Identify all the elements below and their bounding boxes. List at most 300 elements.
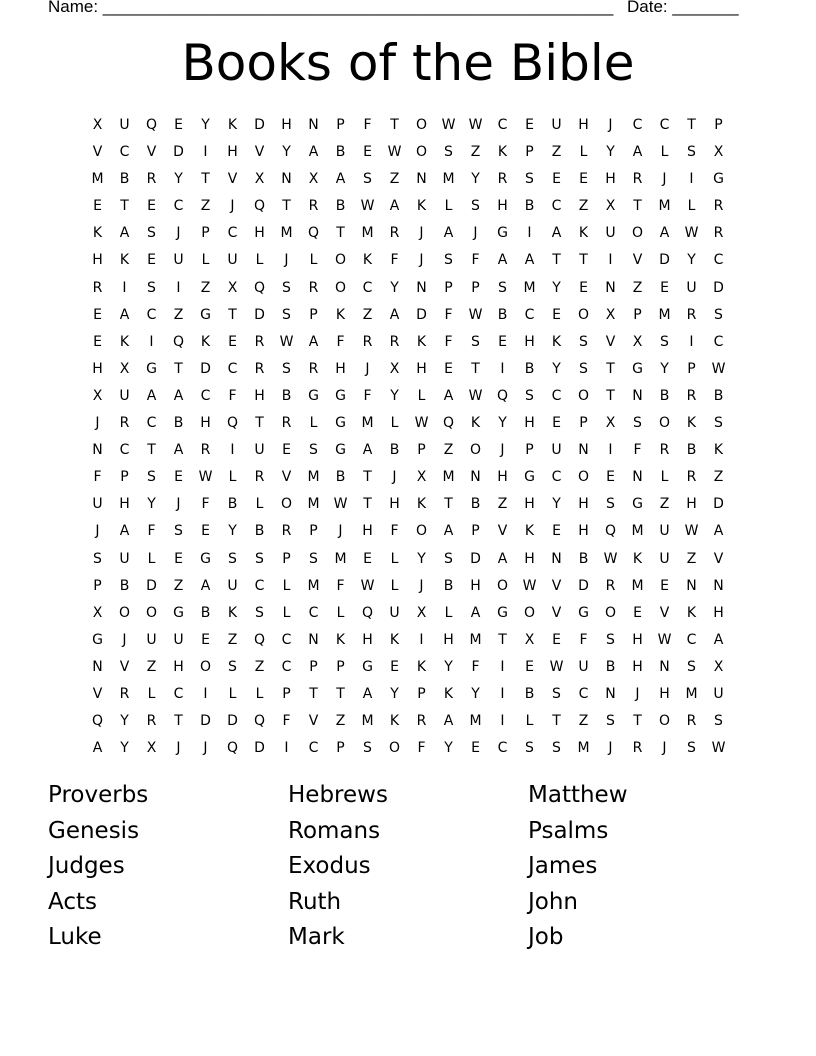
word-list-item: Job <box>528 924 564 950</box>
grid-letter: T <box>606 387 615 404</box>
grid-letter: M <box>523 279 536 296</box>
word-list-item: Judges <box>48 853 125 879</box>
grid-letter: O <box>469 442 482 459</box>
grid-letter: N <box>686 577 697 594</box>
grid-letter: V <box>497 523 508 540</box>
grid-letter: R <box>308 279 319 296</box>
grid-letter: P <box>336 658 345 675</box>
word-list-item: Genesis <box>48 817 140 844</box>
grid-letter: D <box>254 306 265 323</box>
grid-letter: C <box>308 740 319 757</box>
grid-letter: D <box>470 550 481 567</box>
grid-letter: A <box>389 198 400 215</box>
grid-letter: F <box>390 523 399 540</box>
grid-letter: H <box>524 550 535 567</box>
grid-letter: S <box>174 523 183 540</box>
name-field-label: Name: ______________________________________________________ <box>48 0 614 16</box>
grid-letter: I <box>689 171 694 188</box>
grid-letter: M <box>307 496 320 513</box>
grid-letter: Y <box>444 658 453 675</box>
grid-letter: Z <box>200 198 211 215</box>
grid-letter: H <box>416 360 427 377</box>
grid-row <box>84 682 732 709</box>
grid-row <box>84 547 732 574</box>
grid-letter: Z <box>254 658 265 675</box>
grid-letter: U <box>119 550 130 567</box>
grid-letter: D <box>713 496 724 513</box>
grid-letter: C <box>524 306 535 323</box>
grid-letter: S <box>363 171 372 188</box>
grid-letter: S <box>714 713 723 730</box>
grid-letter: T <box>390 117 399 133</box>
grid-letter: S <box>714 415 723 432</box>
grid-letter: R <box>713 225 724 242</box>
grid-letter: D <box>200 713 211 730</box>
grid-letter: Y <box>687 252 696 269</box>
grid-letter: B <box>713 387 724 404</box>
grid-letter: O <box>496 577 509 594</box>
grid-row <box>84 628 732 655</box>
grid-letter: K <box>335 631 346 648</box>
grid-letter: G <box>335 415 346 432</box>
word-list-item: Ruth <box>288 888 342 915</box>
grid-letter: L <box>309 415 318 432</box>
grid-letter: X <box>632 333 643 350</box>
grid-letter: B <box>281 387 292 404</box>
grid-letter: K <box>497 144 508 161</box>
grid-letter: R <box>281 523 292 540</box>
grid-letter: M <box>469 713 482 730</box>
grid-letter: P <box>471 279 480 296</box>
grid-letter: J <box>176 225 181 242</box>
grid-letter: J <box>662 740 667 757</box>
grid-letter: F <box>417 740 426 757</box>
grid-letter: X <box>227 279 238 296</box>
grid-letter: W <box>468 306 483 323</box>
grid-letter: C <box>281 658 292 675</box>
grid-letter: J <box>284 252 289 269</box>
grid-letter: I <box>500 360 505 377</box>
grid-letter: H <box>200 415 211 432</box>
grid-letter: V <box>146 144 157 161</box>
grid-letter: K <box>686 604 697 621</box>
grid-letter: X <box>416 604 427 621</box>
grid-row <box>84 384 732 411</box>
grid-letter: P <box>444 279 453 296</box>
grid-letter: T <box>255 415 264 432</box>
grid-letter: J <box>608 117 613 133</box>
grid-letter: S <box>552 740 561 757</box>
grid-letter: H <box>362 631 373 648</box>
grid-letter: W <box>414 415 429 432</box>
grid-letter: K <box>578 225 589 242</box>
grid-letter: X <box>146 740 157 757</box>
grid-letter: Q <box>496 387 509 404</box>
grid-letter: C <box>632 117 643 133</box>
grid-letter: Z <box>686 550 697 567</box>
grid-letter: L <box>390 577 399 594</box>
grid-letter: S <box>147 225 156 242</box>
grid-letter: N <box>605 685 616 702</box>
grid-letter: P <box>525 442 534 459</box>
grid-letter: L <box>660 469 669 486</box>
grid-letter: Y <box>498 415 507 432</box>
grid-letter: P <box>471 523 480 540</box>
grid-letter: Z <box>497 496 508 513</box>
grid-letter: K <box>632 550 643 567</box>
grid-letter: P <box>93 577 102 594</box>
grid-letter: A <box>119 523 130 540</box>
grid-letter: B <box>227 496 238 513</box>
word-list <box>48 778 768 956</box>
grid-letter: Y <box>471 685 480 702</box>
grid-letter: G <box>173 604 184 621</box>
word-list-item: James <box>528 853 598 879</box>
grid-letter: E <box>174 550 183 567</box>
grid-letter: N <box>308 631 319 648</box>
grid-letter: U <box>551 442 562 459</box>
grid-letter: S <box>444 144 453 161</box>
grid-letter: S <box>687 658 696 675</box>
grid-letter: F <box>471 658 480 675</box>
grid-letter: Y <box>201 117 210 133</box>
grid-letter: E <box>390 658 399 675</box>
grid-letter: S <box>660 333 669 350</box>
grid-letter: H <box>173 658 184 675</box>
grid-letter: V <box>659 604 670 621</box>
grid-letter: S <box>687 144 696 161</box>
grid-letter: O <box>577 469 590 486</box>
grid-letter: B <box>119 577 130 594</box>
grid-letter: N <box>308 117 319 133</box>
grid-letter: G <box>497 225 508 242</box>
grid-letter: Y <box>120 740 129 757</box>
grid-letter: R <box>254 333 265 350</box>
grid-letter: F <box>93 469 102 486</box>
grid-letter: E <box>552 171 561 188</box>
grid-letter: A <box>713 631 724 648</box>
grid-letter: G <box>200 550 211 567</box>
grid-letter: R <box>632 740 643 757</box>
grid-letter: L <box>228 685 237 702</box>
grid-letter: X <box>524 631 535 648</box>
grid-letter: H <box>335 360 346 377</box>
grid-letter: D <box>200 360 211 377</box>
grid-letter: X <box>92 387 103 404</box>
grid-letter: A <box>443 523 454 540</box>
grid-letter: U <box>227 252 238 269</box>
grid-letter: T <box>228 306 237 323</box>
grid-letter: T <box>579 252 588 269</box>
grid-letter: I <box>500 685 505 702</box>
grid-letter: Y <box>147 496 156 513</box>
grid-letter: L <box>147 550 156 567</box>
grid-letter: Y <box>552 496 561 513</box>
grid-letter: P <box>309 658 318 675</box>
grid-letter: Q <box>226 740 239 757</box>
word-list-column <box>288 778 528 956</box>
grid-letter: E <box>93 333 102 350</box>
grid-letter: J <box>419 252 424 269</box>
grid-letter: P <box>336 740 345 757</box>
grid-letter: B <box>173 415 184 432</box>
grid-letter: A <box>308 144 319 161</box>
grid-letter: N <box>551 550 562 567</box>
grid-letter: K <box>362 252 373 269</box>
grid-letter: E <box>525 117 534 133</box>
grid-letter: R <box>389 225 400 242</box>
grid-letter: C <box>227 360 238 377</box>
grid-letter: F <box>363 117 372 133</box>
grid-letter: V <box>551 604 562 621</box>
grid-letter: H <box>632 658 643 675</box>
grid-letter: H <box>659 685 670 702</box>
grid-letter: S <box>471 333 480 350</box>
word-list-column <box>528 778 768 956</box>
grid-letter: S <box>687 740 696 757</box>
grid-letter: Z <box>713 469 724 486</box>
grid-letter: K <box>227 604 238 621</box>
grid-letter: J <box>662 171 667 188</box>
grid-letter: C <box>659 117 670 133</box>
grid-letter: H <box>254 225 265 242</box>
grid-letter: N <box>92 658 103 675</box>
grid-letter: K <box>686 415 697 432</box>
grid-letter: O <box>334 252 347 269</box>
grid-letter: Q <box>253 713 266 730</box>
grid-letter: K <box>524 523 535 540</box>
grid-letter: K <box>92 225 103 242</box>
grid-letter: P <box>120 469 129 486</box>
grid-letter: B <box>335 144 346 161</box>
grid-letter: O <box>523 604 536 621</box>
grid-letter: O <box>415 523 428 540</box>
grid-letter: P <box>417 442 426 459</box>
grid-row <box>84 411 732 438</box>
grid-letter: R <box>659 442 670 459</box>
grid-letter: N <box>713 577 724 594</box>
grid-letter: S <box>363 740 372 757</box>
grid-letter: F <box>228 387 237 404</box>
grid-letter: A <box>497 252 508 269</box>
grid-letter: H <box>524 415 535 432</box>
grid-letter: O <box>415 144 428 161</box>
grid-letter: R <box>119 685 130 702</box>
grid-letter: H <box>254 387 265 404</box>
grid-letter: A <box>200 577 211 594</box>
grid-letter: V <box>227 171 238 188</box>
grid-letter: M <box>361 415 374 432</box>
grid-letter: P <box>201 225 210 242</box>
grid-letter: H <box>713 604 724 621</box>
grid-letter: T <box>363 469 372 486</box>
grid-letter: K <box>416 658 427 675</box>
grid-letter: T <box>444 496 453 513</box>
grid-letter: I <box>500 713 505 730</box>
grid-letter: Z <box>146 658 157 675</box>
grid-letter: C <box>713 252 724 269</box>
grid-letter: B <box>659 387 670 404</box>
grid-row <box>84 330 732 357</box>
grid-letter: H <box>470 577 481 594</box>
grid-letter: S <box>255 604 264 621</box>
grid-letter: R <box>389 333 400 350</box>
grid-letter: O <box>658 415 671 432</box>
grid-letter: D <box>254 117 265 133</box>
grid-letter: Y <box>606 144 615 161</box>
grid-letter: A <box>119 225 130 242</box>
grid-letter: R <box>605 577 616 594</box>
grid-letter: L <box>687 198 696 215</box>
grid-letter: M <box>658 198 671 215</box>
grid-letter: W <box>279 333 294 350</box>
grid-letter: N <box>632 387 643 404</box>
grid-row <box>84 519 732 546</box>
grid-letter: R <box>416 713 427 730</box>
grid-letter: I <box>527 225 532 242</box>
grid-letter: M <box>280 225 293 242</box>
grid-letter: N <box>605 279 616 296</box>
grid-letter: T <box>687 117 696 133</box>
grid-letter: V <box>551 577 562 594</box>
grid-letter: G <box>713 171 724 188</box>
word-list-item: Mark <box>288 924 345 950</box>
grid-letter: J <box>365 360 370 377</box>
grid-letter: S <box>282 306 291 323</box>
grid-letter: H <box>524 333 535 350</box>
grid-letter: F <box>147 523 156 540</box>
grid-letter: T <box>498 631 507 648</box>
grid-letter: T <box>633 198 642 215</box>
grid-letter: F <box>390 252 399 269</box>
grid-letter: C <box>551 387 562 404</box>
grid-letter: U <box>119 117 130 133</box>
grid-letter: T <box>174 713 183 730</box>
grid-letter: E <box>147 198 156 215</box>
grid-letter: O <box>145 604 158 621</box>
grid-letter: T <box>174 360 183 377</box>
grid-row <box>84 492 732 519</box>
grid-letter: K <box>416 198 427 215</box>
grid-letter: L <box>255 252 264 269</box>
grid-letter: Z <box>659 496 670 513</box>
grid-letter: O <box>199 658 212 675</box>
grid-letter: I <box>203 685 208 702</box>
grid-letter: S <box>525 740 534 757</box>
grid-letter: P <box>282 685 291 702</box>
grid-letter: S <box>633 415 642 432</box>
grid-letter: Q <box>172 333 185 350</box>
grid-letter: R <box>92 279 103 296</box>
grid-letter: E <box>552 631 561 648</box>
grid-letter: C <box>362 279 373 296</box>
grid-letter: U <box>551 117 562 133</box>
grid-letter: U <box>686 279 697 296</box>
grid-letter: X <box>605 198 616 215</box>
grid-letter: I <box>608 442 613 459</box>
grid-letter: E <box>363 550 372 567</box>
grid-letter: K <box>200 333 211 350</box>
grid-letter: Z <box>227 631 238 648</box>
grid-letter: M <box>577 740 590 757</box>
grid-letter: E <box>660 577 669 594</box>
grid-letter: K <box>389 713 400 730</box>
grid-letter: S <box>579 333 588 350</box>
grid-letter: S <box>606 496 615 513</box>
grid-letter: L <box>201 252 210 269</box>
grid-letter: P <box>417 685 426 702</box>
grid-letter: T <box>606 360 615 377</box>
grid-letter: I <box>203 144 208 161</box>
grid-letter: D <box>578 577 589 594</box>
grid-letter: M <box>361 713 374 730</box>
grid-letter: D <box>713 279 724 296</box>
grid-letter: E <box>498 333 507 350</box>
grid-letter: E <box>174 469 183 486</box>
grid-letter: N <box>281 171 292 188</box>
grid-letter: U <box>119 387 130 404</box>
grid-letter: S <box>471 198 480 215</box>
grid-letter: N <box>632 469 643 486</box>
grid-letter: K <box>470 415 481 432</box>
grid-letter: S <box>525 171 534 188</box>
grid-letter: O <box>658 713 671 730</box>
grid-letter: Q <box>253 631 266 648</box>
grid-letter: S <box>147 279 156 296</box>
grid-letter: E <box>444 360 453 377</box>
grid-letter: U <box>173 252 184 269</box>
grid-letter: C <box>173 198 184 215</box>
grid-letter: I <box>419 631 424 648</box>
grid-letter: Z <box>335 713 346 730</box>
grid-letter: Q <box>226 415 239 432</box>
grid-letter: U <box>389 604 400 621</box>
grid-letter: U <box>605 225 616 242</box>
grid-letter: S <box>579 360 588 377</box>
grid-letter: H <box>92 360 103 377</box>
grid-letter: X <box>713 658 724 675</box>
grid-letter: L <box>390 415 399 432</box>
grid-letter: B <box>524 685 535 702</box>
grid-letter: L <box>228 469 237 486</box>
grid-letter: J <box>473 225 478 242</box>
grid-letter: R <box>146 171 157 188</box>
grid-letter: X <box>254 171 265 188</box>
grid-letter: L <box>282 604 291 621</box>
grid-letter: L <box>147 685 156 702</box>
grid-letter: D <box>254 740 265 757</box>
grid-letter: Y <box>390 279 399 296</box>
grid-letter: A <box>470 604 481 621</box>
grid-letter: T <box>120 198 129 215</box>
grid-letter: D <box>146 577 157 594</box>
grid-letter: Y <box>282 144 291 161</box>
grid-letter: E <box>525 658 534 675</box>
grid-letter: Y <box>471 171 480 188</box>
grid-letter: Z <box>362 306 373 323</box>
grid-letter: L <box>417 387 426 404</box>
grid-letter: A <box>308 333 319 350</box>
grid-letter: S <box>498 279 507 296</box>
grid-letter: P <box>336 117 345 133</box>
grid-letter: B <box>119 171 130 188</box>
grid-letter: E <box>174 117 183 133</box>
grid-letter: T <box>471 360 480 377</box>
grid-letter: H <box>389 496 400 513</box>
grid-letter: E <box>147 252 156 269</box>
grid-row <box>84 276 732 303</box>
grid-letter: Q <box>442 415 455 432</box>
